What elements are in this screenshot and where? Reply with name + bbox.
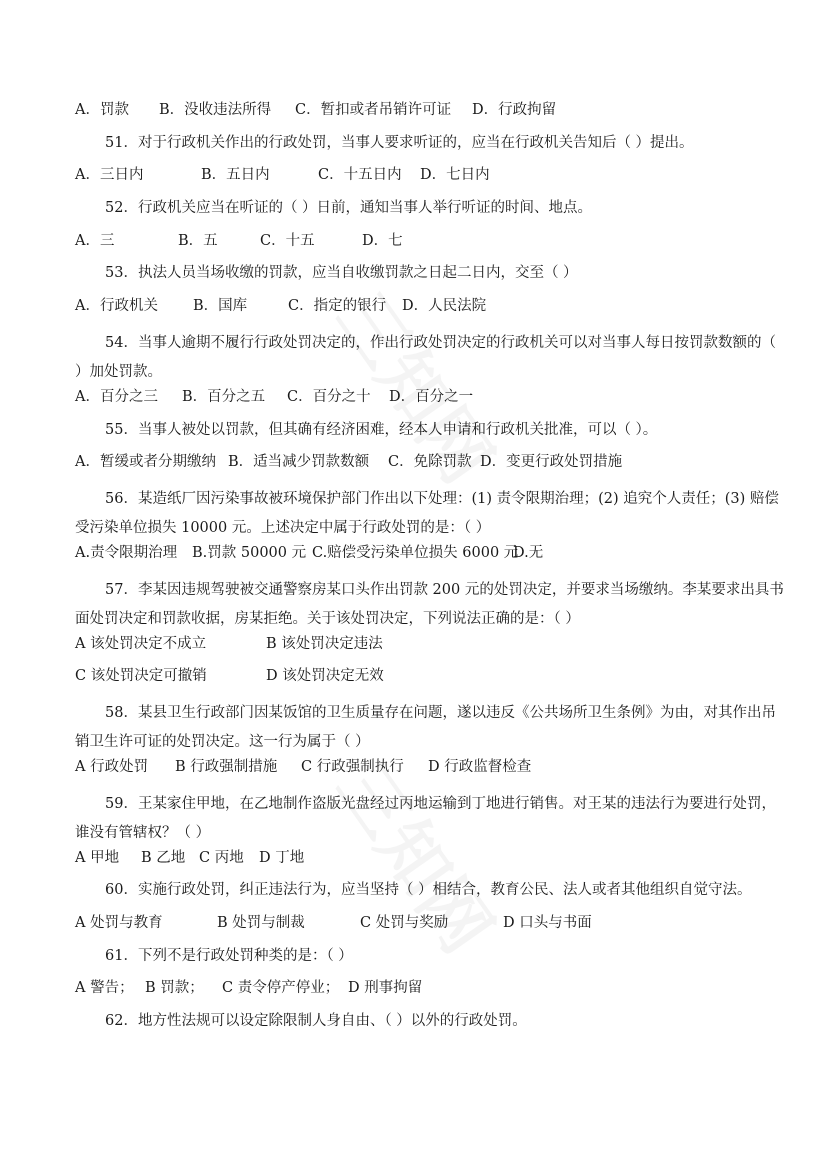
question-52: 52．行政机关应当在听证的（ ）日前，通知当事人举行听证的时间、地点。 [105, 200, 593, 217]
list-item [75, 666, 785, 699]
option-a: A 警告； [75, 980, 134, 997]
list-item [75, 198, 785, 231]
list-item [75, 165, 785, 198]
option-d: D 刑事拘留 [348, 980, 423, 997]
option-a: A．三 [75, 232, 115, 249]
list-item [75, 576, 785, 634]
list-item [75, 452, 785, 485]
option-b: B．适当减少罚款数额 [228, 454, 370, 471]
options-row [75, 231, 785, 251]
option-c: C 处罚与奖励 [360, 915, 449, 931]
question-60: 60．实施行政处罚，纠正违法行为，应当坚持（ ）相结合，教育公民、法人或者其他组织自觉守法。 [105, 882, 752, 899]
option-b: B．百分之五 [182, 388, 266, 405]
question-62: 62．地方性法规可以设定除限制人身自由、（ ）以外的行政处罚。 [105, 1013, 527, 1030]
question-55: 55．当事人被处以罚款，但其确有经济困难，经本人申请和行政机关批准，可以（ ）。 [105, 421, 658, 438]
option-b: B 该处罚决定违法 [266, 635, 383, 652]
options-row [75, 757, 785, 777]
question-56: 56．某造纸厂因污染事故被环境保护部门作出以下处理：(1) 责令限期治理；(2) 追究个人责任；(3) 赔偿受污染单位损失 10000 元。上述决定中属于行政处罚的是：（ ） [75, 490, 779, 536]
options-row [75, 165, 785, 185]
question-57: 57．李某因违规驾驶被交通警察房某口头作出罚款 200 元的处罚决定，并要求当场缴纳。李某要求出具书面处罚决定和罚款收据，房某拒绝。关于该处罚决定，下列说法正确的是：（ ） [75, 581, 784, 627]
option-c: C．十五 [260, 232, 315, 249]
options-row [75, 296, 785, 316]
list-item [75, 848, 785, 881]
option-c: C 该处罚决定可撤销 [75, 668, 207, 685]
option-b: B．五 [178, 232, 218, 249]
list-item [75, 880, 785, 913]
option-d: D 口头与书面 [503, 915, 592, 931]
question-54: 54．当事人逾期不履行行政处罚决定的，作出行政处罚决定的行政机关可以对当事人每日按罚款数额的（ ）加处罚款。 [75, 334, 776, 380]
list-item [75, 231, 785, 264]
option-b: B 罚款； [145, 980, 204, 997]
question-61: 61．下列不是行政处罚种类的是：（ ） [105, 947, 353, 964]
option-d: D 行政监督检查 [428, 758, 532, 775]
list-item [75, 978, 785, 1011]
list-item [75, 790, 785, 848]
option-c: C．指定的银行 [288, 298, 387, 315]
list-item [75, 133, 785, 166]
list-item [75, 946, 785, 979]
list-item [75, 329, 785, 387]
options-row [75, 666, 785, 686]
option-c: C．暂扣或者吊销许可证 [295, 102, 452, 118]
option-b: B.罚款 50000 元 [192, 544, 307, 561]
option-a: A 处罚与教育 [75, 915, 163, 931]
option-a: A 行政处罚 [75, 758, 149, 775]
question-59: 59．王某家住甲地，在乙地制作盗版光盘经过丙地运输到丁地进行销售。对王某的违法行为要进行处罚，谁没有管辖权？（ ） [75, 795, 776, 841]
option-a: A．三日内 [75, 167, 144, 184]
list-item [75, 634, 785, 667]
list-item [75, 913, 785, 946]
options-row [75, 634, 785, 654]
list-item [75, 1011, 785, 1044]
question-53: 53．执法人员当场收缴的罚款，应当自收缴罚款之日起二日内，交至（ ） [105, 265, 578, 282]
option-d: D 该处罚决定无效 [266, 668, 384, 685]
option-d: D．七 [362, 232, 403, 249]
option-a: A．百分之三 [75, 388, 158, 405]
list-item [75, 699, 785, 757]
option-c: C．十五日内 [318, 167, 402, 184]
list-item [75, 263, 785, 296]
list-item [75, 543, 785, 576]
list-item [75, 100, 785, 133]
option-d: D.无 [513, 544, 544, 561]
option-c: C.赔偿受污染单位损失 6000 元 [312, 544, 519, 561]
list-item [75, 387, 785, 420]
option-c: C 责令停产停业； [222, 980, 340, 997]
option-d: D．人民法院 [402, 298, 487, 315]
options-row [75, 848, 785, 868]
options-row [75, 100, 785, 120]
option-c: C 丙地 [199, 849, 244, 866]
option-d: D．变更行政处罚措施 [480, 454, 623, 471]
question-58: 58．某县卫生行政部门因某饭馆的卫生质量存在问题，遂以违反《公共场所卫生条例》为由，对其作出吊销卫生许可证的处罚决定。这一行为属于（ ） [75, 704, 776, 750]
option-a: A．罚款 [75, 102, 129, 118]
list-item [75, 757, 785, 790]
options-row [75, 978, 785, 998]
option-c: C．免除罚款 [388, 454, 472, 471]
question-51: 51．对于行政机关作出的行政处罚，当事人要求听证的，应当在行政机关告知后（ ）提出。 [105, 134, 694, 151]
list-item [75, 296, 785, 329]
list-item [75, 485, 785, 543]
option-b: B．国库 [193, 298, 248, 315]
options-row [75, 452, 785, 472]
options-row [75, 387, 785, 407]
option-b: B．没收违法所得 [159, 102, 272, 118]
option-b: B．五日内 [201, 167, 270, 184]
options-row [75, 913, 785, 933]
option-a: A．行政机关 [75, 298, 158, 315]
option-c: C 行政强制执行 [301, 758, 404, 775]
option-a: A.责令限期治理 [75, 544, 178, 561]
list-item [75, 420, 785, 453]
option-b: B 行政强制措施 [175, 758, 278, 775]
option-a: A 该处罚决定不成立 [75, 635, 207, 652]
option-d: D．七日内 [420, 167, 490, 184]
option-d: D 丁地 [259, 849, 305, 866]
document-page [75, 100, 785, 1044]
option-a: A 甲地 [75, 849, 120, 866]
option-a: A．暂缓或者分期缴纳 [75, 454, 216, 471]
option-b: B 处罚与制裁 [217, 915, 305, 931]
option-b: B 乙地 [141, 849, 186, 866]
options-row [75, 543, 785, 563]
option-d: D．百分之一 [389, 388, 474, 405]
option-c: C．百分之十 [287, 388, 371, 405]
option-d: D．行政拘留 [472, 102, 557, 118]
